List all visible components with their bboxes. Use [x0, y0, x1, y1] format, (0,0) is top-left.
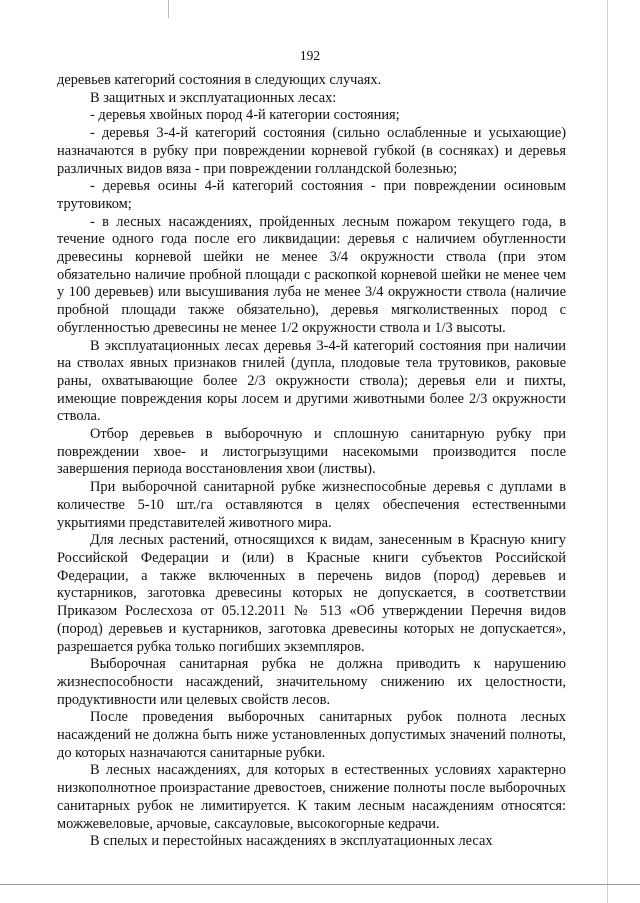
- paragraph: деревьев категорий состояния в следующих случаях.: [57, 72, 382, 88]
- paragraph: В защитных и эксплуатационных лесах:: [90, 89, 337, 106]
- paragraph: - деревья осины 4-й категорий состояния - при повреждении осиновым трутовиком;: [57, 178, 566, 212]
- paragraph: - деревья хвойных пород 4-й категории состояния;: [90, 107, 400, 124]
- scan-edge-bottom: [0, 884, 640, 885]
- paragraph: Отбор деревьев в выборочную и сплошную санитарную рубку при повреждении хвое- и листогрызущими насекомыми производится после завершения периода восстановления хвои (листвы).: [57, 426, 566, 478]
- paragraph: Выборочная санитарная рубка не должна приводить к нарушению жизнеспособности насаждений, значительному снижению их целостности, продуктивности или целевых свойств лесов.: [57, 656, 566, 708]
- paragraph: В спелых и перестойных насаждениях в эксплуатационных лесах: [90, 833, 493, 850]
- scan-artifact-top: [168, 0, 169, 18]
- paragraph: Для лесных растений, относящихся к видам, занесенным в Красную книгу Российской Федерации и (или) в Красные книги субъектов Российской Федерации, а также включенных в перечень видов (пород) деревьев и кустарников, заготовка древесины которых не допускается, в соответствии Приказом Рослесхоза от 05.12.2011 № 513 «Об утверждении Перечня видов (пород) деревьев и кустарников, заготовка древесины которых не допускается», разрешается рубка только погибших экземпляров.: [57, 532, 566, 655]
- scan-edge-right: [607, 0, 608, 903]
- document-body: [57, 72, 566, 851]
- paragraph: В эксплуатационных лесах деревья 3-4-й категорий состояния при наличии на стволах явных признаков гнилей (дупла, плодовые тела трутовиков, раковые раны, охватывающие более 2/3 окружности ствола); деревья ели и пихты, имеющие повреждения коры лосем и другими животными более 2/3 окружности ствола.: [57, 337, 566, 425]
- paragraph: В лесных насаждениях, для которых в естественных условиях характерно низкополнотное произрастание древостоев, снижение полноты после выборочных санитарных рубок не лимитируется. К таким лесным насаждениям относятся: можжевеловые, арчовые, саксауловые, высокогорные кедрачи.: [57, 762, 566, 832]
- paragraph: После проведения выборочных санитарных рубок полнота лесных насаждений не должна быть ниже установленных допустимых значений полноты, до которых назначаются санитарные рубки.: [57, 709, 566, 761]
- paragraph: - в лесных насаждениях, пройденных лесным пожаром текущего года, в течение одного года после его ликвидации: деревья с наличием обугленности древесины корневой шейки не менее 3/4 окружности ствола (при этом обязательно наличие пробной площади с раскопкой корневой шейки не менее чем у 100 деревьев) или высушивания луба не менее 3/4 окружности ствола (наличие пробной площади также обязательно), деревья мягколиственных пород с обугленностью древесины не менее 1/2 окружности ствола и 1/3 высоты.: [57, 213, 566, 336]
- paragraph: - деревья 3-4-й категорий состояния (сильно ослабленные и усыхающие) назначаются в рубку при повреждении корневой губкой (в сосняках) и деревья различных видов вяза - при повреждении голландской болезнью;: [57, 125, 566, 177]
- page-number: 192: [299, 48, 321, 63]
- paragraph: При выборочной санитарной рубке жизнеспособные деревья с дуплами в количестве 5-10 шт./га оставляются в целях обеспечения естественными укрытиями представителей животного мира.: [57, 479, 566, 531]
